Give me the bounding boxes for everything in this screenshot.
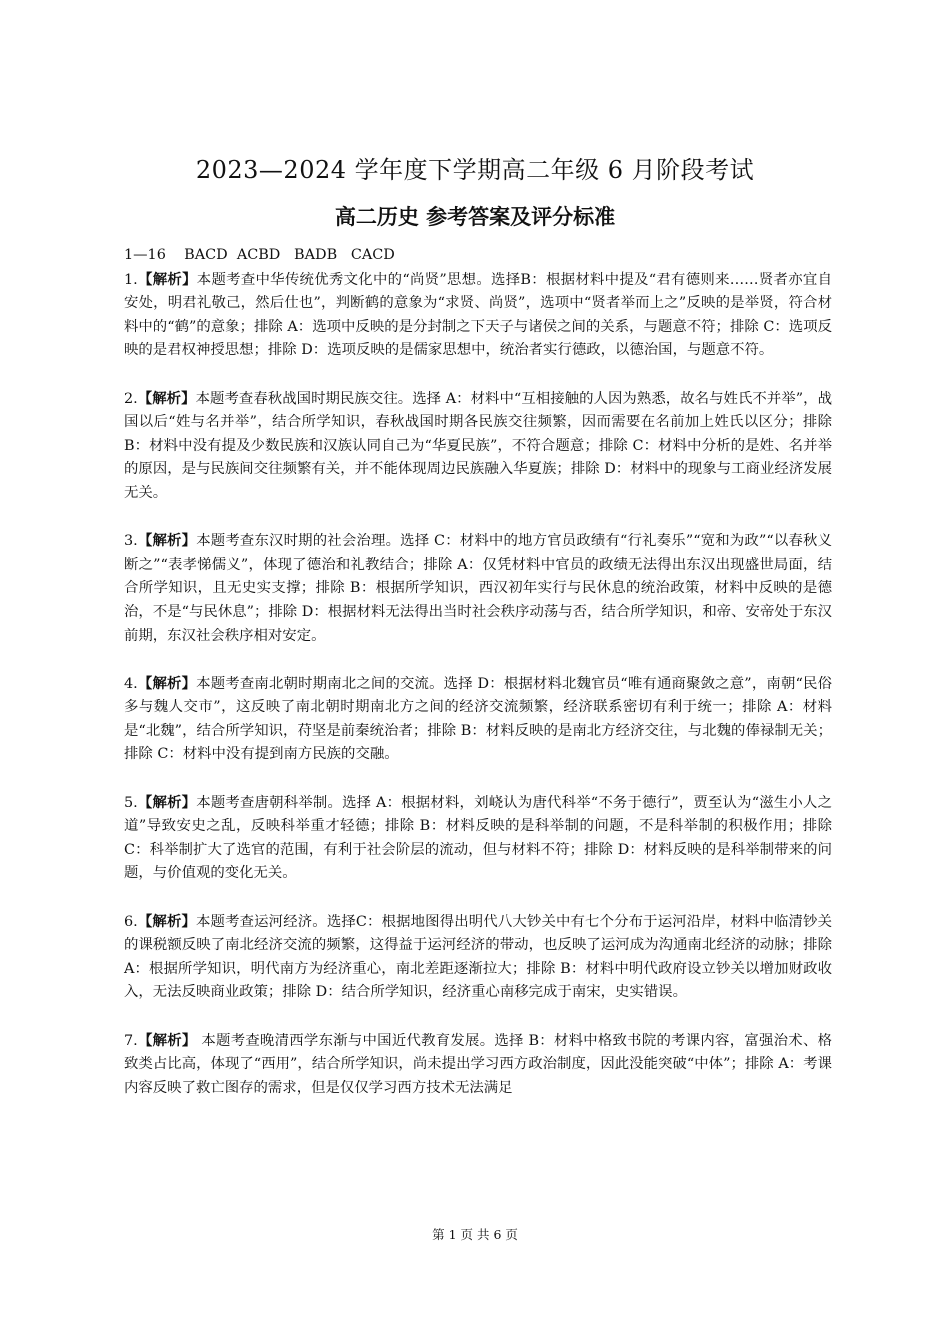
entry-number: 3. (124, 533, 138, 550)
analysis-entry-1 (124, 268, 832, 363)
document-title: 2023—2024 学年度下学期高二年级 6 月阶段考试 (195, 156, 755, 184)
entry-tag: 【解析】 (137, 389, 196, 407)
entry-number: 7. (124, 1032, 138, 1049)
entry-tag: 【解析】 (137, 532, 197, 550)
entry-tag: 【解析】 (137, 674, 197, 692)
entry-tag: 【解析】 (137, 270, 197, 288)
entry-text: 本题考查唐朝科举制。选择 A：根据材料，刘峣认为唐代科举“不务于德行”，贾至认为“滋生小人之道”导致安史之乱，反映科举重才轻德；排除 B：材料反映的是科举制的问题，不是科举制的积极作用；排除 C：科举制扩大了选官的范围，有利于社会阶层的流动，但与材料不符；排除 D：材料反映的是科举制带来的问题，与价值观的变化无关。 (124, 794, 832, 882)
entry-number: 6. (124, 913, 138, 930)
entry-tag: 【解析】 (137, 1031, 197, 1049)
analysis-entry-2 (124, 387, 832, 506)
entry-number: 5. (124, 794, 138, 811)
analysis-entry-5 (124, 791, 832, 886)
document-subtitle: 高二历史 参考答案及评分标准 (334, 204, 616, 229)
entry-text: 本题考查东汉时期的社会治理。选择 C：材料中的地方官员政绩有“行礼奏乐”“宽和为政”“以春秋义断之”“表孝悌儒义”，体现了德治和礼教结合；排除 A：仅凭材料中官员的政绩无法得出东汉出现盛世局面，结合所学知识，且无史实支撑；排除 B：根据所学知识，西汉初年实行与民休息的统治政策，材料中反映的是德治，不是“与民休息”；排除 D：根据材料无法得出当时社会秩序动荡与否，结合所学知识，和帝、安帝处于东汉前期，东汉社会秩序相对安定。 (124, 533, 832, 644)
entry-tag: 【解析】 (137, 912, 197, 930)
document-body (124, 244, 832, 1124)
analysis-entry-6 (124, 910, 832, 1005)
entry-text: 本题考查中华传统优秀文化中的“尚贤”思想。选择B：根据材料中提及“君有德则来……贤者亦宜自安处，明君礼敬己，然后仕也”，判断鹤的意象为“求贤、尚贤”，选项中“贤者举而上之”反映的是举贤，符合材料中的“鹤”的意象；排除 A：选项中反映的是分封制之下天子与诸侯之间的关系，与题意不符；排除 C：选项反映的是君权神授思想；排除 D：选项反映的是儒家思想中，统治者实行德政，以德治国，与题意不符。 (124, 271, 832, 359)
entry-number: 1. (124, 271, 138, 288)
page-footer: 第 1 页 共 6 页 (432, 1227, 518, 1242)
analysis-entry-3 (124, 529, 832, 648)
answer-key-line: 1—16 BACD ACBD BADB CACD (124, 247, 395, 263)
entry-number: 4. (124, 675, 138, 692)
entry-text: 本题考查运河经济。选择C：根据地图得出明代八大钞关中有七个分布于运河沿岸，材料中临清钞关的课税额反映了南北经济交流的频繁，这得益于运河经济的带动，也反映了运河成为沟通南北经济的动脉；排除 A：根据所学知识，明代南方为经济重心，南北差距逐渐拉大；排除 B：材料中明代政府设立钞关以增加财政收入，无法反映商业政策；排除 D：结合所学知识，经济重心南移完成于南宋，史实错误。 (124, 913, 832, 1001)
entry-number: 2. (124, 390, 138, 407)
entry-text: 本题考查晚清西学东渐与中国近代教育发展。选择 B：材料中格致书院的考课内容，富强治术、格致类占比高，体现了“西用”，结合所学知识，尚未提出学习西方政治制度，因此没能突破“中体”；排除 A：考课内容反映了救亡图存的需求，但是仅仅学习西方技术无法满足 (124, 1032, 832, 1096)
analysis-entry-4 (124, 672, 832, 767)
entry-text: 本题考查南北朝时期南北之间的交流。选择 D：根据材料北魏官员“唯有通商聚敛之意”，南朝“民俗多与魏人交市”，这反映了南北朝时期南北方之间的经济交流频繁，经济联系密切有利于统一；排除 A：材料是“北魏”，结合所学知识，苻坚是前秦统治者；排除 B：材料反映的是南北方经济交往，与北魏的俸禄制无关；排除 C：材料中没有提到南方民族的交融。 (124, 675, 832, 763)
analysis-entry-7 (124, 1029, 832, 1101)
entry-tag: 【解析】 (137, 793, 197, 811)
entry-text: 本题考查春秋战国时期民族交往。选择 A：材料中“互相接触的人因为熟悉，故名与姓氏不并举”，战国以后“姓与名并举”，结合所学知识，春秋战国时期各民族交往频繁，因而需要在名前加上姓氏以区分；排除 B：材料中没有提及少数民族和汉族认同自己为“华夏民族”，不符合题意；排除 C：材料中分析的是姓、名并举的原因，是与民族间交往频繁有关，并不能体现周边民族融入华夏族；排除 D：材料中的现象与工商业经济发展无关。 (124, 390, 832, 501)
